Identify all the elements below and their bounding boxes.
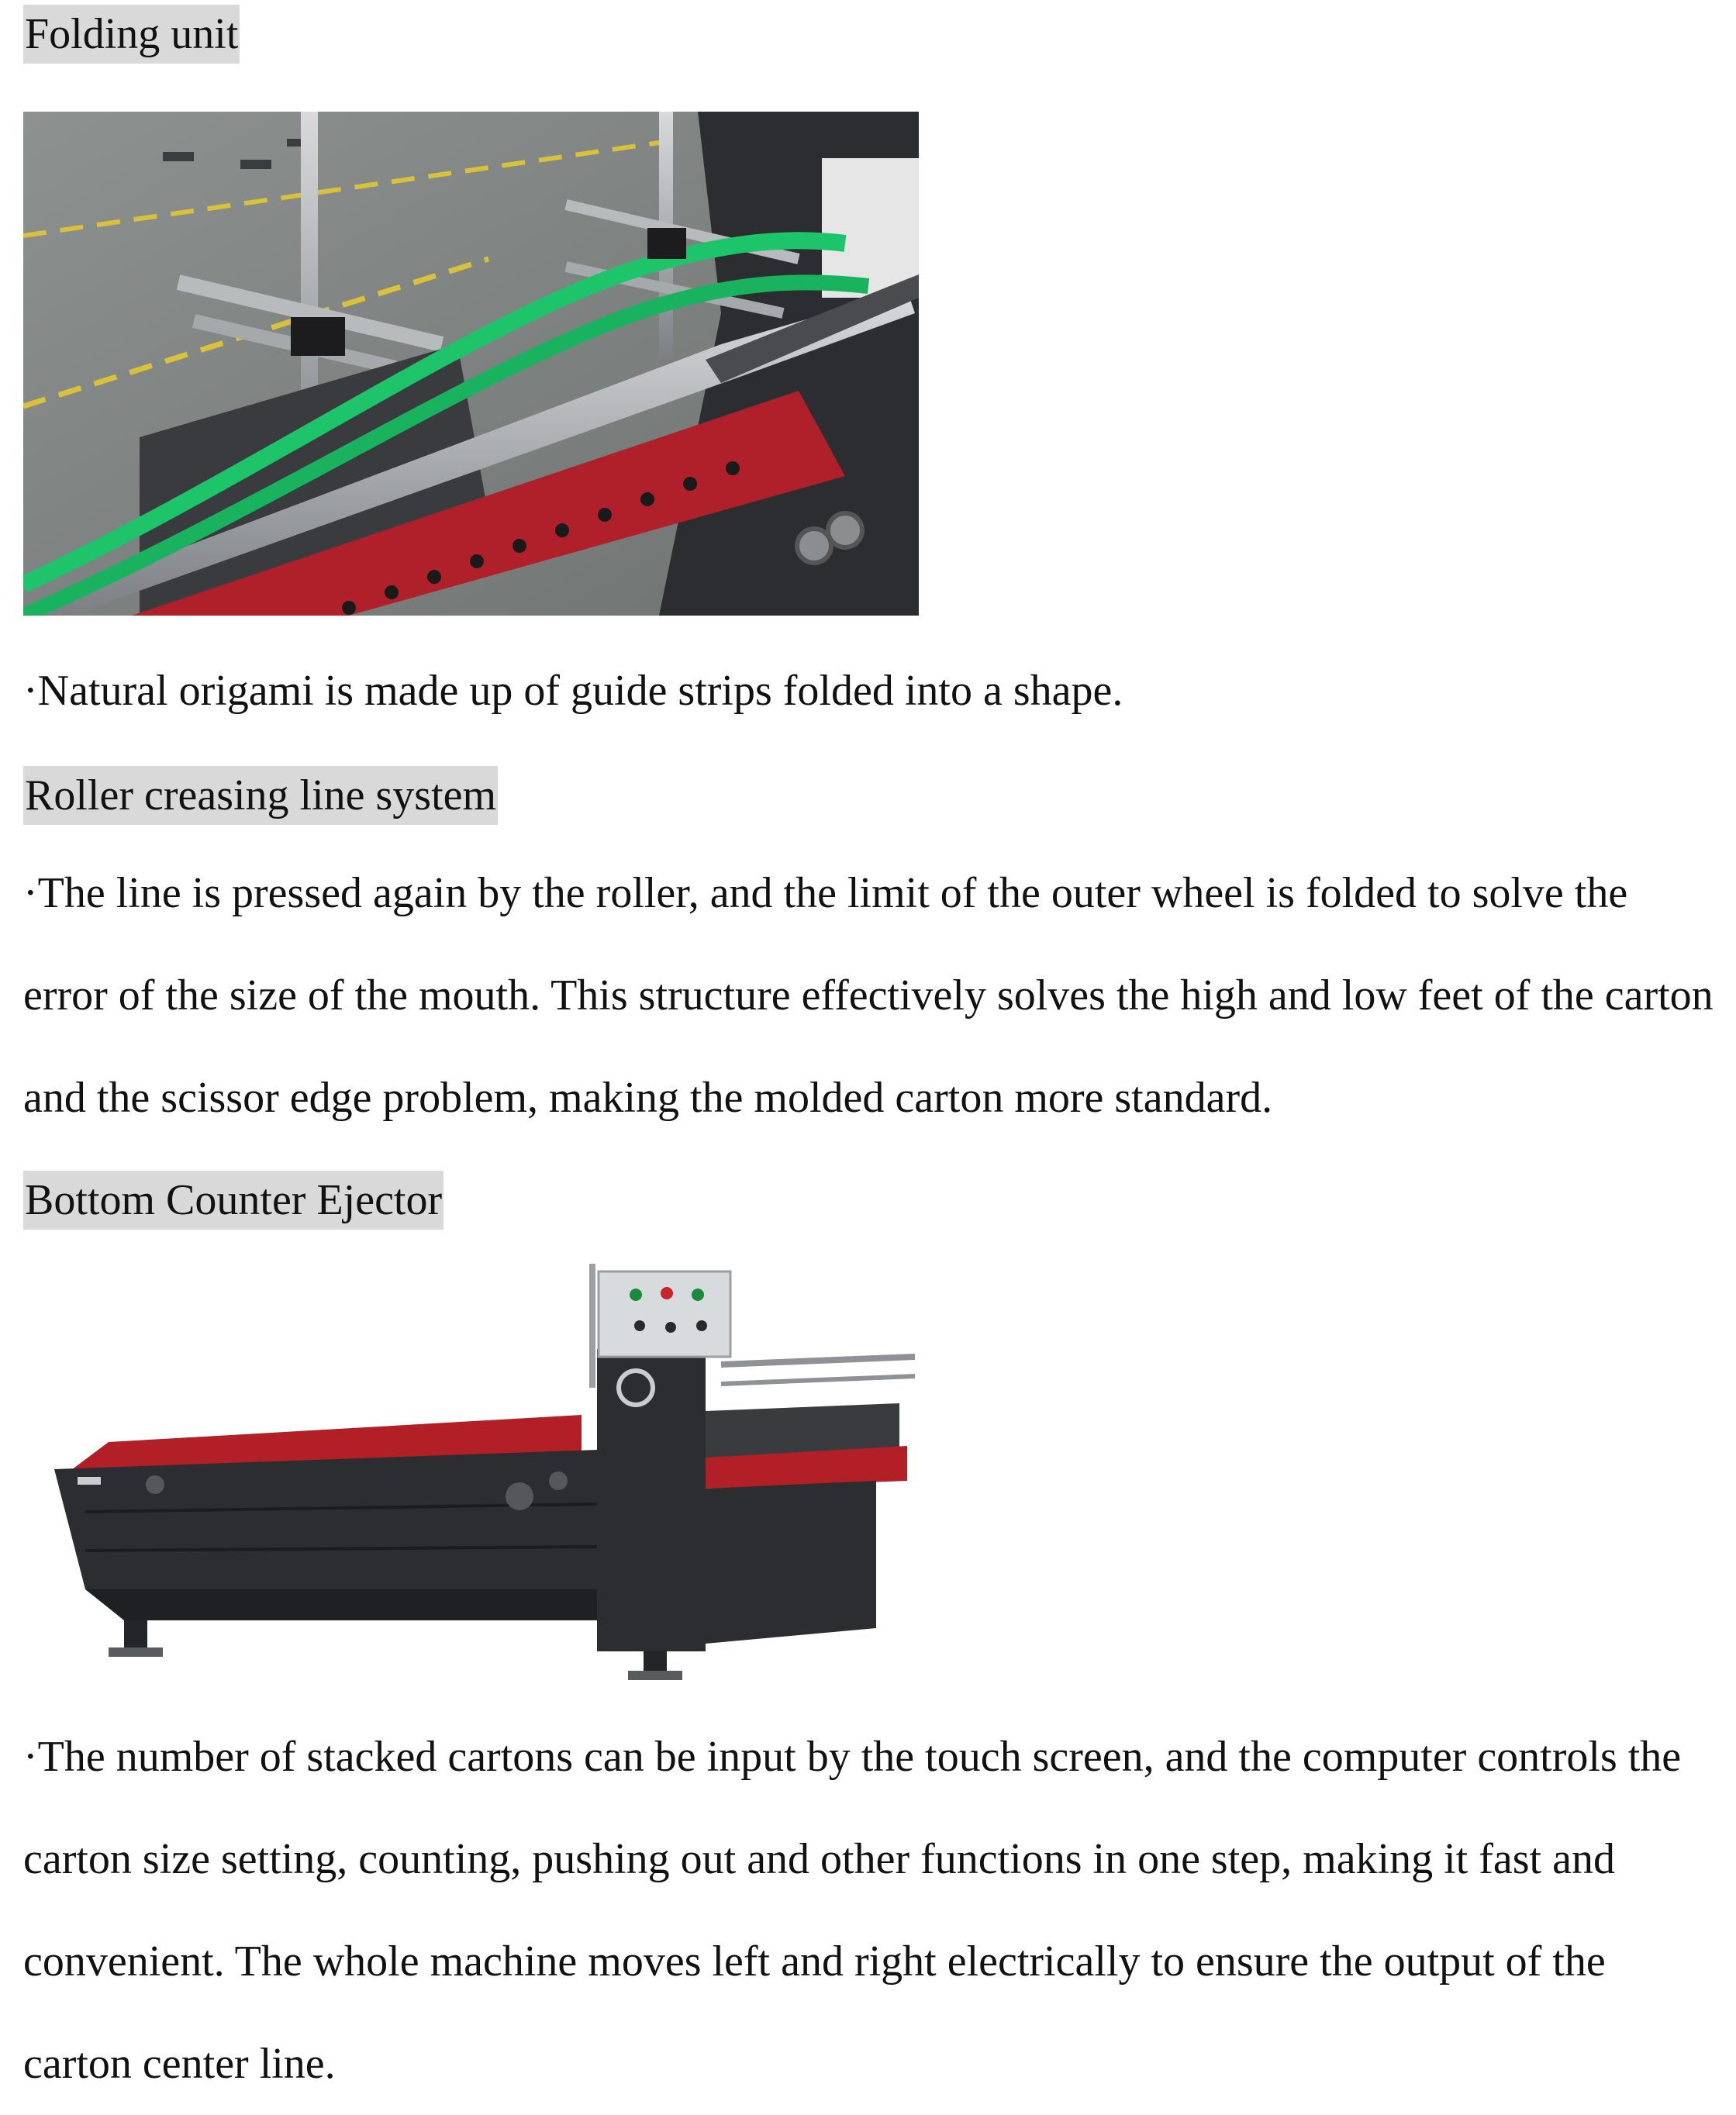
bottom-counter-ejector-photo: [23, 1256, 923, 1698]
section-heading-roller-creasing: Roller creasing line system: [23, 766, 498, 825]
bottom-counter-ejector-description: ·The number of stacked cartons can be input by the touch screen, and the computer controls the carton size setting, counting, pushing out and other functions in one step, making it fast and convenient. The whole machine moves left and right electrically to ensure the output of the carton center line.: [23, 1733, 1682, 2088]
section-heading-folding-unit: Folding unit: [23, 5, 240, 64]
folding-unit-description: ·Natural origami is made up of guide strips folded into a shape.: [23, 667, 1123, 715]
section-heading-bottom-counter-ejector: Bottom Counter Ejector: [23, 1171, 443, 1230]
folding-unit-photo: [23, 112, 919, 616]
roller-creasing-description: ·The line is pressed again by the roller, and the limit of the outer wheel is folded to solve the error of the size of the mouth. This structure effectively solves the high and low feet of the carton and the scissor edge problem, making the molded carton more standard.: [23, 869, 1714, 1122]
